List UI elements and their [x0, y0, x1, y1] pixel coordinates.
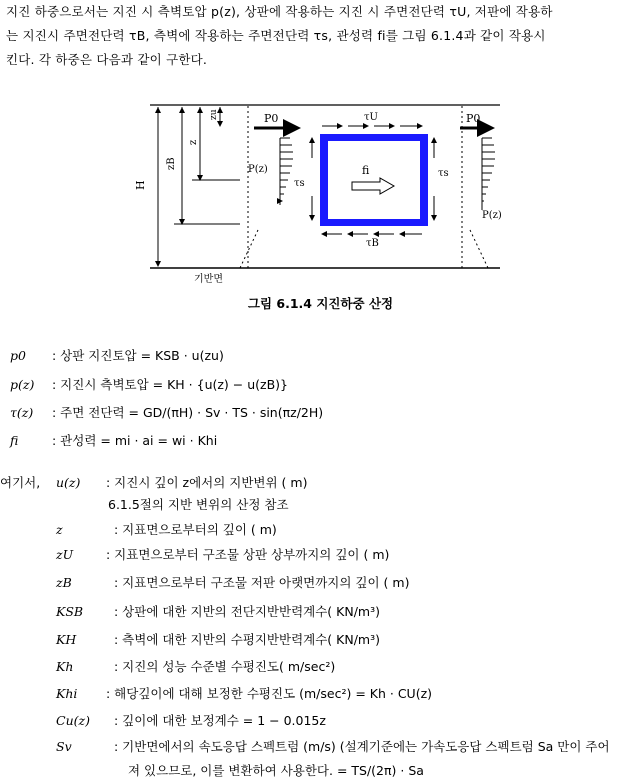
equation-text: : 관성력 = mi · ai = wi · Khi	[52, 433, 218, 448]
intro-paragraph	[6, 0, 638, 72]
label-z: z	[188, 139, 199, 145]
where-symbol: KSB	[56, 604, 84, 619]
label-pz-right: P(z)	[482, 210, 502, 221]
where-text: : 지표면으로부터 구조물 상판 상부까지의 깊이 ( m)	[106, 547, 390, 562]
label-zu: zu	[209, 109, 219, 120]
where-item-z	[56, 520, 277, 538]
where-symbol: zB	[56, 575, 72, 590]
equation-symbol: fi	[10, 433, 19, 448]
equation-symbol: p(z)	[10, 377, 35, 392]
where-text: : 지표면으로부터 구조물 저판 아랫면까지의 깊이 ( m)	[114, 575, 410, 590]
intro-line-2: 는 지진시 주면전단력 τB, 측벽에 작용하는 주면전단력 τs, 관성력 fi를 그림 6.1.4과 같이 작용시	[6, 28, 546, 43]
intro-line-1: 지진 하중으로서는 지진 시 측벽토압 p(z), 상판에 작용하는 지진 시 주면전단력 τU, 저판에 작용하	[6, 4, 553, 19]
where-text: : 깊이에 대한 보정계수 = 1 − 0.015z	[114, 713, 326, 728]
where-item-sv	[56, 737, 610, 755]
where-symbol: Sv	[56, 739, 72, 754]
label-H: H	[134, 180, 147, 190]
where-text: : 지진의 성능 수준별 수평진도( m/sec²)	[114, 659, 336, 674]
where-label: 여기서,	[0, 475, 41, 490]
where-text: 져 있으므로, 이를 변환하여 사용한다. = TS/(2π) · Sa	[128, 763, 424, 778]
where-text: : 기반면에서의 속도응답 스펙트럼 (m/s) (설계기준에는 가속도응답 스펙트럼 Sa 만이 주어	[114, 739, 610, 754]
where-item-khi	[56, 684, 432, 702]
where-text: : 상판에 대한 지반의 전단지반반력계수( KN/m³)	[114, 604, 380, 619]
figure-caption: 그림 6.1.4 지진하중 산정	[247, 296, 394, 311]
label-tau-s-left: τs	[294, 178, 305, 189]
structure-box-inner	[328, 141, 420, 219]
where-text: : 해당깊이에 대해 보정한 수평진도 (m/sec²) = Kh · CU(z)	[106, 686, 433, 701]
equation-tau	[10, 403, 323, 421]
where-symbol: Kh	[56, 659, 74, 674]
label-p0-left: P0	[264, 112, 279, 125]
where-item-ksb	[56, 602, 380, 620]
where-text: 6.1.5절의 지반 변위의 산정 참조	[108, 497, 289, 512]
where-text: : 지표면으로부터의 깊이 ( m)	[114, 522, 277, 537]
equation-text: : 주면 전단력 = GD/(πH) · Sv · TS · sin(πz/2H)	[52, 405, 324, 420]
equation-symbol: τ(z)	[10, 405, 34, 420]
where-item-kh	[56, 630, 380, 648]
seismic-load-diagram	[130, 100, 510, 290]
label-tau-u: τU	[364, 112, 378, 123]
pz-left-arrows	[280, 138, 293, 205]
where-symbol: z	[56, 522, 63, 537]
where-item-zu	[56, 545, 389, 563]
equation-p0	[10, 346, 224, 364]
where-item-kh-level	[56, 657, 335, 675]
label-base: 기반면	[194, 274, 223, 285]
where-symbol: Cu(z)	[56, 713, 90, 728]
where-item-uz	[56, 473, 307, 491]
where-item-zb	[56, 573, 409, 591]
equation-symbol: p0	[10, 348, 26, 363]
label-pz-left: P(z)	[248, 164, 268, 175]
where-item-cu	[56, 711, 326, 729]
pz-right-arrows	[482, 138, 495, 210]
where-symbol: u(z)	[56, 475, 81, 490]
intro-line-3: 킨다. 각 하중은 다음과 같이 구한다.	[6, 52, 208, 67]
where-item-ref	[108, 495, 289, 513]
label-p0-right: P0	[466, 112, 481, 125]
equation-fi	[10, 431, 217, 449]
label-zB: zB	[166, 157, 177, 170]
label-fi: fi	[362, 164, 370, 177]
label-tau-b: τB	[366, 238, 379, 249]
where-text: : 지진시 깊이 z에서의 지반변위 ( m)	[106, 475, 308, 490]
where-item-sv-cont	[128, 761, 424, 779]
where-text: : 측벽에 대한 지반의 수평지반반력계수( KN/m³)	[114, 632, 380, 647]
equation-text: : 지진시 측벽토압 = KH · {u(z) − u(zB)}	[52, 377, 288, 392]
where-symbol: Khi	[56, 686, 78, 701]
where-symbol: zU	[56, 547, 74, 562]
equation-text: : 상판 지진토압 = KSB · u(zu)	[52, 348, 224, 363]
where-symbol: KH	[56, 632, 77, 647]
label-tau-s-right: τs	[438, 168, 449, 179]
equation-pz	[10, 375, 288, 393]
